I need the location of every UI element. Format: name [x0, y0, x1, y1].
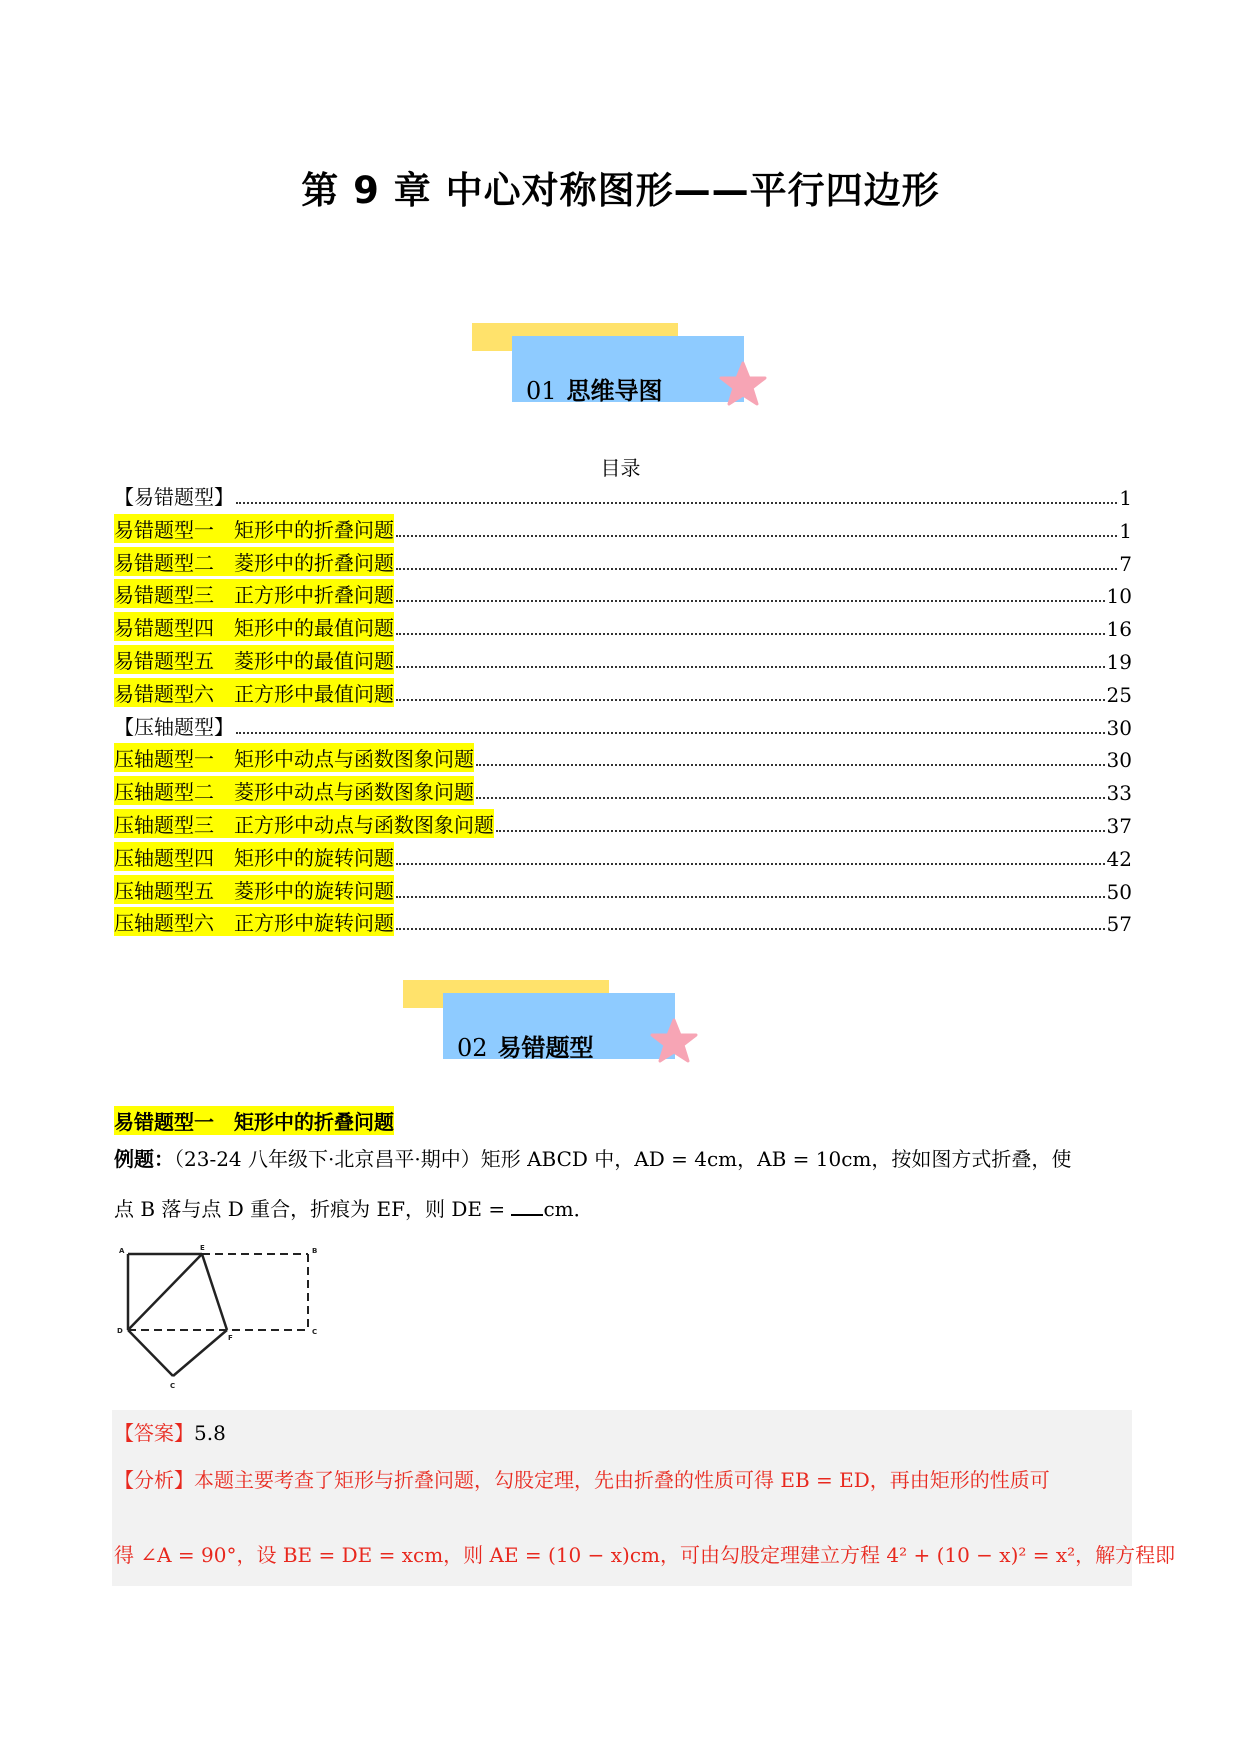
- toc-entry-title: 易错题型六 正方形中最值问题: [114, 678, 394, 707]
- toc-entry-page: 33: [1106, 781, 1132, 806]
- figure-label-e: E: [200, 1244, 205, 1252]
- analysis-line-1: 【分析】本题主要考查了矩形与折叠问题，勾股定理，先由折叠的性质可得 EB = ED，再由矩形的性质可: [114, 1468, 1050, 1492]
- toc-entry-page: 7: [1119, 551, 1132, 576]
- toc-leader-dots: [396, 698, 1105, 701]
- toc-entry[interactable]: [114, 511, 1132, 543]
- toc-leader-dots: [396, 534, 1117, 537]
- toc-leader-dots: [396, 567, 1117, 570]
- figure-label-d: D: [117, 1327, 123, 1335]
- toc-entry-title: 易错题型五 菱形中的最值问题: [114, 645, 394, 674]
- toc-leader-dots: [476, 763, 1105, 766]
- toc-entry-title: 易错题型一 矩形中的折叠问题: [114, 514, 394, 543]
- toc-leader-dots: [396, 895, 1105, 898]
- toc-entry-page: 16: [1106, 617, 1132, 642]
- toc-leader-dots: [476, 796, 1105, 799]
- toc-leader-dots: [236, 501, 1117, 504]
- toc-entry-page: 25: [1106, 682, 1132, 707]
- toc-entry[interactable]: [114, 544, 1132, 576]
- figure-label-a: A: [119, 1247, 125, 1255]
- toc-entry-page: 30: [1106, 715, 1132, 740]
- toc-entry-page: 57: [1106, 912, 1132, 937]
- toc-entry-page: 42: [1106, 846, 1132, 871]
- toc-entry[interactable]: [114, 478, 1132, 510]
- toc-entry-title: 【压轴题型】: [114, 714, 234, 739]
- star-icon: [650, 1018, 698, 1064]
- section-banner-errors: [403, 980, 723, 1080]
- toc-entry[interactable]: [114, 839, 1132, 871]
- toc-leader-dots: [396, 599, 1105, 602]
- toc-leader-dots: [396, 862, 1105, 865]
- toc-entry-title: 压轴题型五 菱形中的旋转问题: [114, 875, 394, 904]
- answer-value: 5.8: [194, 1421, 226, 1445]
- toc-entry[interactable]: [114, 576, 1132, 608]
- toc-entry-title: 易错题型二 菱形中的折叠问题: [114, 547, 394, 576]
- answer-line: [114, 1416, 1134, 1450]
- example-line-2: 点 B 落与点 D 重合，折痕为 EF，则 DE = cm．: [114, 1192, 1134, 1226]
- toc-entry[interactable]: [114, 708, 1132, 740]
- toc-entry-title: 易错题型三 正方形中折叠问题: [114, 579, 394, 608]
- toc-title: 目录: [600, 456, 641, 480]
- answer-label: 【答案】: [114, 1421, 194, 1445]
- figure-label-f: F: [228, 1334, 233, 1342]
- toc-entry-title: 压轴题型一 矩形中动点与函数图象问题: [114, 743, 474, 772]
- toc-entry[interactable]: [114, 609, 1132, 641]
- toc-entry-page: 37: [1106, 814, 1132, 838]
- toc-entry-title: 压轴题型六 正方形中旋转问题: [114, 907, 394, 936]
- toc-leader-dots: [396, 665, 1105, 668]
- star-icon: [719, 361, 767, 407]
- toc-entry[interactable]: [114, 675, 1132, 707]
- toc-entry-title: 压轴题型三 正方形中动点与函数图象问题: [114, 809, 494, 838]
- folding-figure: [112, 1242, 332, 1394]
- toc-entry[interactable]: [114, 904, 1132, 936]
- toc-leader-dots: [236, 731, 1105, 734]
- toc-leader-dots: [496, 829, 1105, 832]
- figure-label-b: B: [312, 1247, 318, 1255]
- toc-entry-page: 10: [1106, 584, 1132, 609]
- toc-entry-title: 压轴题型二 菱形中动点与函数图象问题: [114, 776, 474, 805]
- toc-entry-title: 易错题型四 矩形中的最值问题: [114, 612, 394, 641]
- toc-entry-title: 【易错题型】: [114, 485, 234, 509]
- example-line-1: 例题：（23-24 八年级下·北京昌平·期中）矩形 ABCD 中，AD = 4cm，AB = 10cm，按如图方式折叠，使: [114, 1147, 1072, 1171]
- figure-label-c-folded: C: [170, 1382, 176, 1390]
- toc-entry[interactable]: [114, 642, 1132, 674]
- answer-blank: [511, 1194, 543, 1216]
- analysis-label: 【分析】: [114, 1468, 194, 1492]
- toc-entry[interactable]: [114, 740, 1132, 772]
- toc-entry[interactable]: [114, 773, 1132, 805]
- toc-leader-dots: [396, 632, 1105, 635]
- section-banner-mindmap: [472, 323, 792, 423]
- toc-entry-page: 50: [1106, 879, 1132, 904]
- toc-entry-page: 30: [1106, 748, 1132, 773]
- banner-label: 02 易错题型: [457, 1034, 594, 1062]
- example-label: 例题：: [114, 1147, 174, 1171]
- analysis-line-2: 得 ∠A = 90°，设 BE = DE = xcm，则 AE = (10 − x)cm，可由勾股定理建立方程 4² + (10 − x)² = x²，解方程即: [114, 1543, 1176, 1567]
- page-title: 第 9 章 中心对称图形——平行四边形: [301, 169, 940, 212]
- toc-entry[interactable]: [114, 806, 1132, 838]
- toc-entry-page: 19: [1106, 650, 1132, 674]
- toc-entry-page: 1: [1119, 486, 1132, 510]
- toc-entry-page: 1: [1119, 518, 1132, 543]
- figure-label-c: C: [312, 1328, 318, 1336]
- section-heading: 易错题型一 矩形中的折叠问题: [114, 1106, 394, 1135]
- toc-leader-dots: [396, 927, 1105, 930]
- banner-label: 01 思维导图: [526, 377, 663, 405]
- toc-entry[interactable]: [114, 872, 1132, 904]
- toc-entry-title: 压轴题型四 矩形中的旋转问题: [114, 842, 394, 871]
